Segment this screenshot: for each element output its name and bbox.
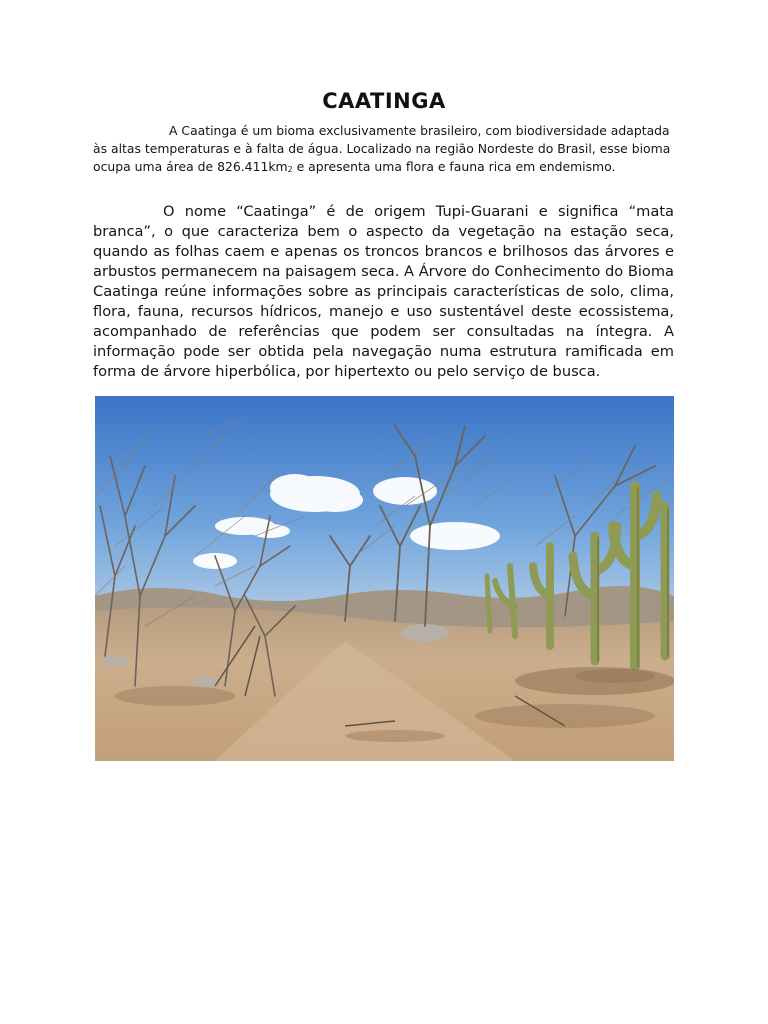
body-text: O nome “Caatinga” é de origem Tupi-Guarani e significa “mata branca”, o que caracteriza bem o aspecto da vegetação na estação seca, quando as folhas caem e apenas os troncos brancos e brilhosos das árvores e arbustos permanecem na paisagem seca. A Árvore do Conhecimento do Bioma Caatinga reúne informações sobre as principais características de solo, clima, flora, fauna, recursos hídricos, manejo e uso sustentável deste ecossistema, acompanhado de referências que podem ser consultadas na íntegra. A informação pode ser obtida pela navegação numa estrutura ramificada em forma de árvore hiperbólica, por hipertexto ou pelo serviço de busca. <box>93 203 674 380</box>
intro-text-end: e apresenta uma flora e fauna rica em endemismo. <box>292 159 616 174</box>
body-paragraph <box>93 202 674 382</box>
intro-superscript: 2 <box>287 165 293 174</box>
document-title: CAATINGA <box>322 89 446 113</box>
intro-text: A Caatinga é um bioma exclusivamente brasileiro, com biodiversidade adaptada às altas temperaturas e à falta de água. Localizado na região Nordeste do Brasil, esse bioma ocupa uma área de 826.411km <box>93 123 671 174</box>
intro-paragraph <box>93 122 677 179</box>
caatinga-landscape-photo <box>95 396 674 761</box>
